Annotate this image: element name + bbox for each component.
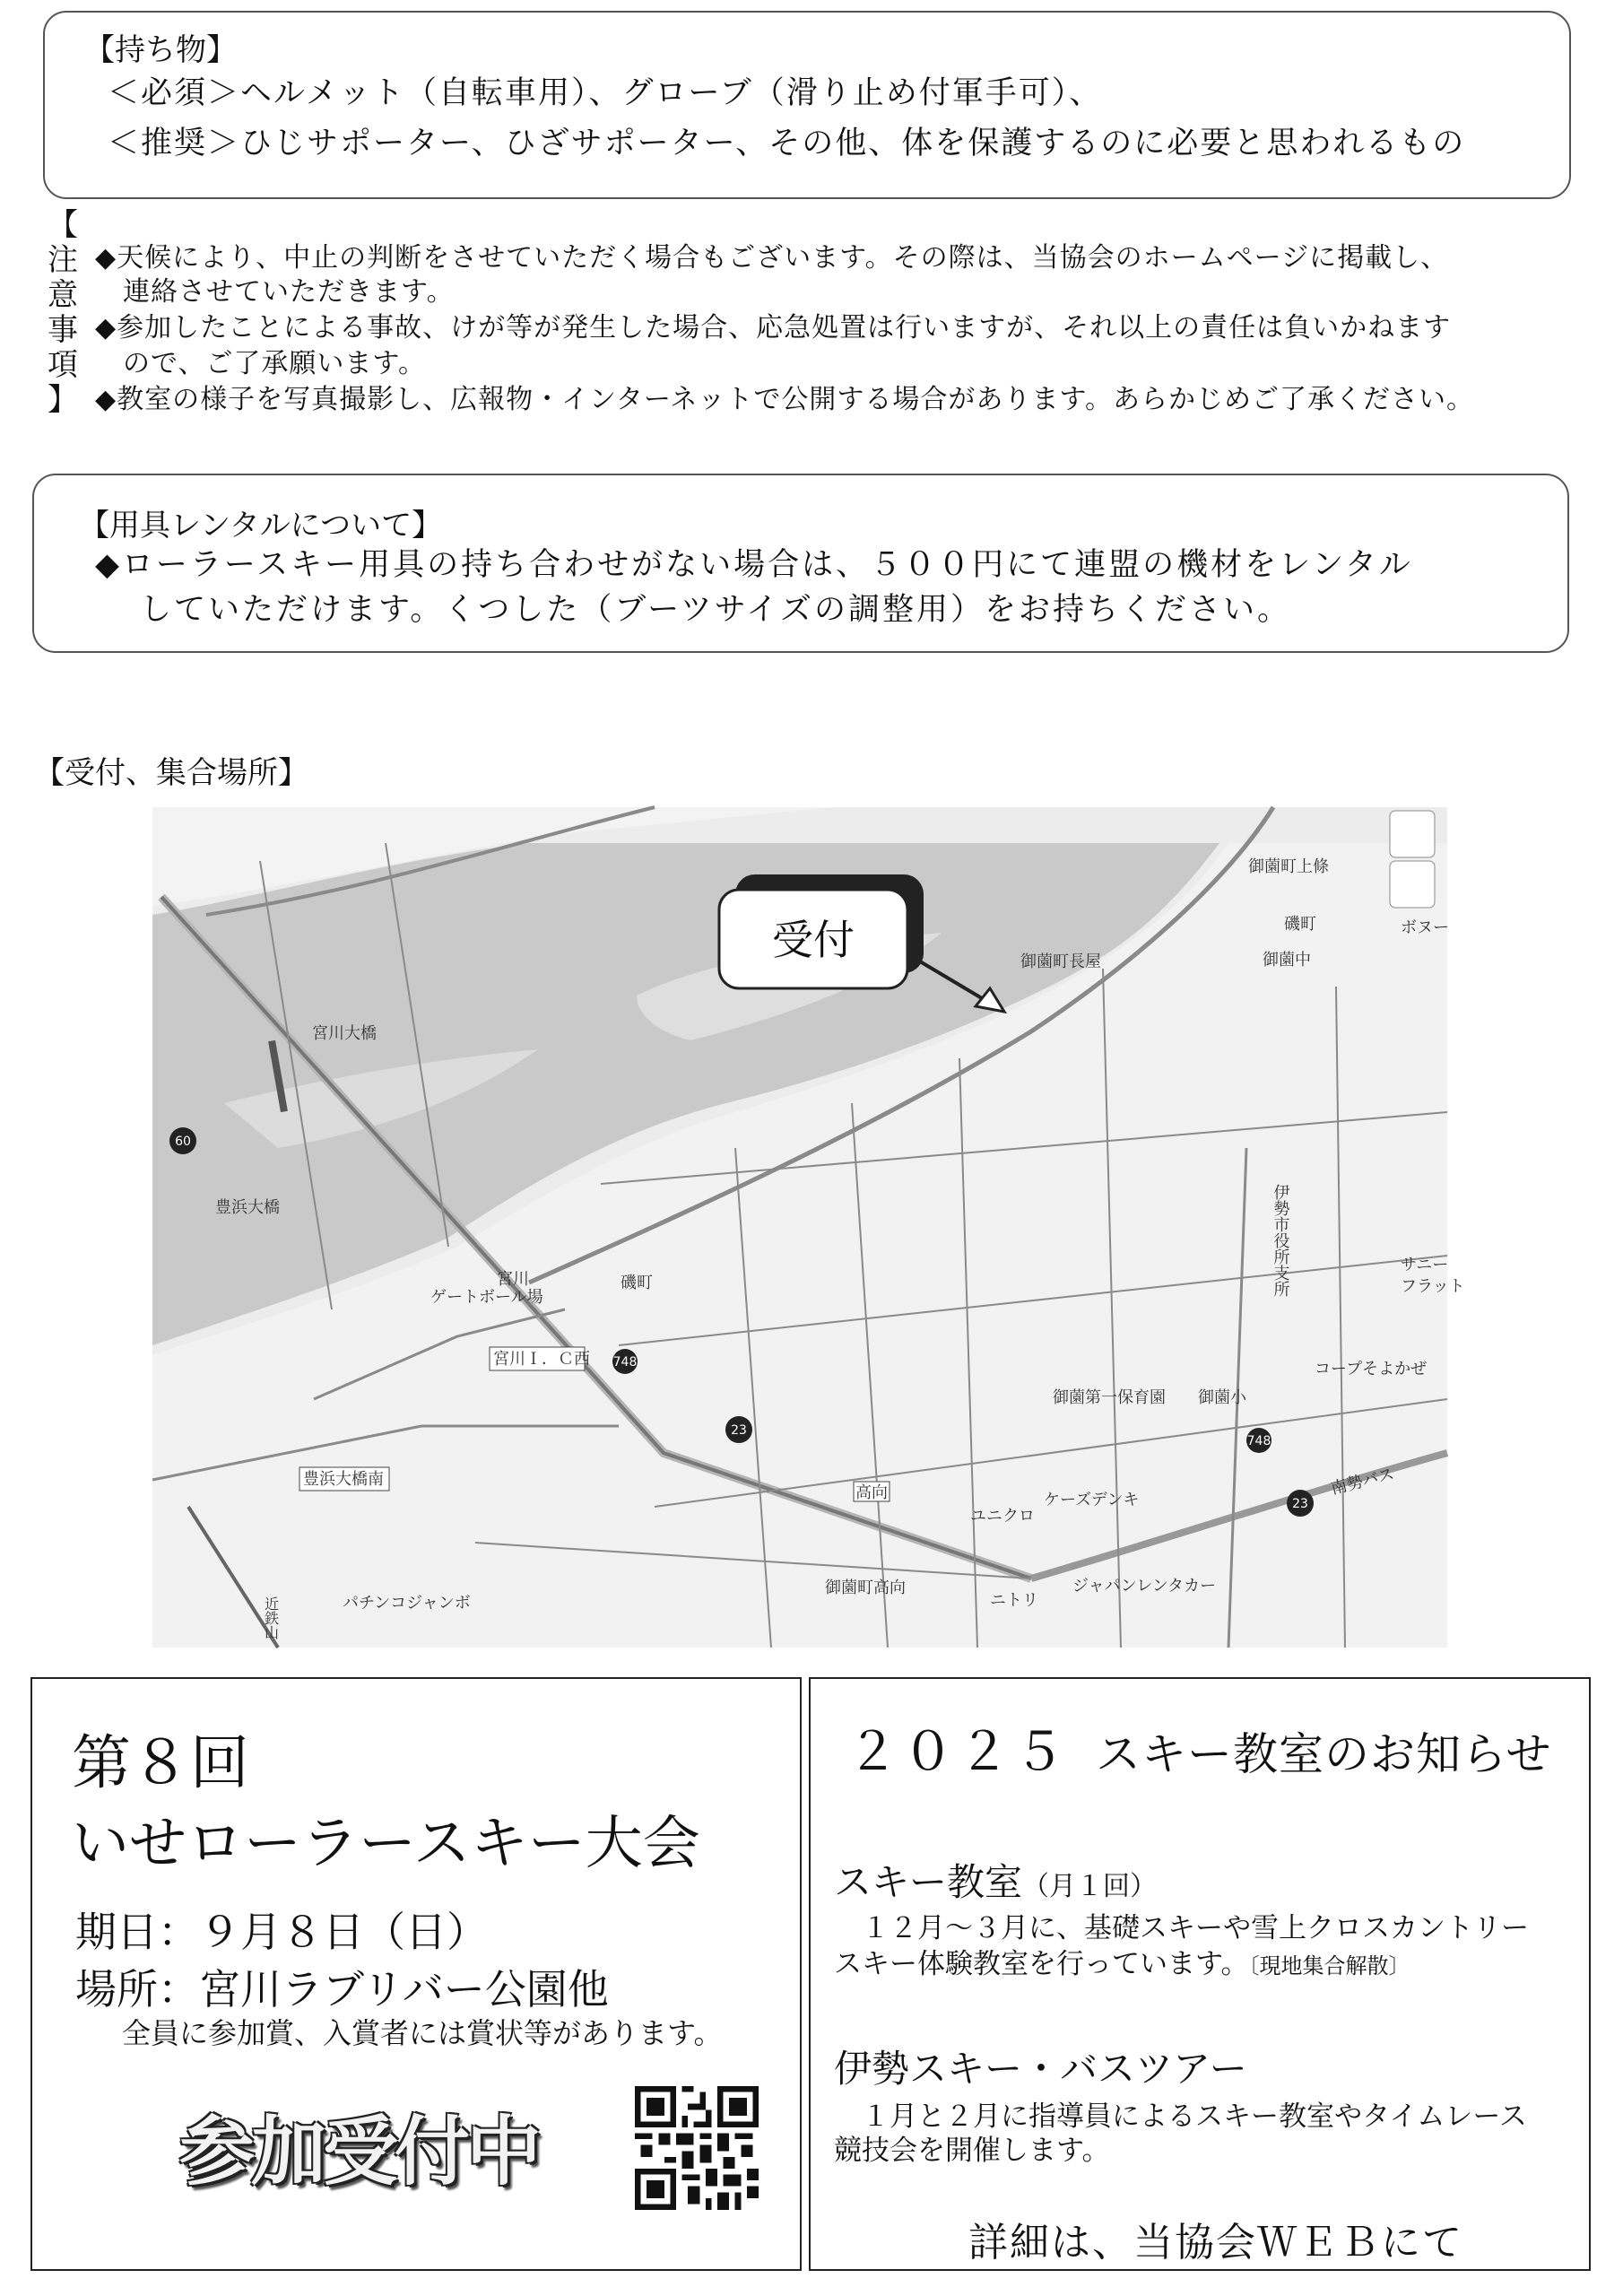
place-label: 宮川Ｉ．Ｃ西 (493, 1350, 590, 1369)
ski-school-heading (834, 1853, 1157, 1907)
qr-code-icon[interactable] (635, 2086, 759, 2210)
caution-row: ◆教室の様子を写真撮影し、広報物・インターネットで公開する場合があります。あらかじめご了承ください。 (95, 384, 1474, 415)
place-label: ユニクロ (970, 1507, 1035, 1526)
place-label: パチンコジャンボ (343, 1594, 471, 1613)
caution-row: ◆参加したことによる事故、けが等が発生した場合、応急処置は行いますが、それ以上の責任は負いかねます (95, 312, 1452, 344)
event-date: 期日：９月８日（日） (75, 1908, 488, 1956)
place-label: ケーズデンキ (1044, 1491, 1140, 1509)
event-panel (30, 1677, 802, 2271)
place-label: 磯町 (1284, 915, 1316, 934)
items-required: ＜必須＞ヘルメット（自転車用）、グローブ（滑り止め付軍手可）、 (108, 75, 1103, 111)
ski-school-text: スキー体験教室を行っています。 (834, 1948, 1249, 1980)
callout-label: 受付 (772, 916, 855, 964)
route-23-label: 23 (1292, 1497, 1308, 1511)
ski-school-text: １２月～３月に、基礎スキーや雪上クロスカントリー (834, 1912, 1529, 1944)
caution-label-char: 注 (48, 242, 78, 278)
event-prize: 全員に参加賞、入賞者には賞状等があります。 (122, 2016, 723, 2050)
items-box (43, 11, 1571, 199)
place-label: 豊浜大橋 (215, 1198, 280, 1217)
rental-box (32, 474, 1569, 653)
rental-line: ◆ローラースキー用具の持ち合わせがない場合は、５００円にて連盟の機材をレンタル (95, 547, 1413, 583)
items-title: 【持ち物】 (84, 32, 237, 68)
place-label: フラット (1401, 1277, 1465, 1296)
place-label: コープそよかぜ (1315, 1360, 1428, 1378)
place-label-vertical: 近鉄山 (262, 1596, 280, 1639)
items-recommended: ＜推奨＞ひじサポーター、ひざサポーター、その他、体を保護するのに必要と思われるもの (108, 126, 1466, 161)
bus-tour-title: 伊勢スキー・バスツアー (834, 2047, 1247, 2091)
place-label: 御薗町上條 (1248, 857, 1329, 876)
route-60-label: 60 (175, 1135, 191, 1149)
place-label: ニトリ (990, 1591, 1038, 1610)
ski-school-frequency: （月１回） (1022, 1871, 1158, 1902)
event-edition: 第８回 (72, 1728, 249, 1797)
map-heading: 【受付、集合場所】 (34, 755, 308, 791)
place-label: 高向 (855, 1483, 888, 1502)
details-footer: 詳細は、当協会ＷＥＢにて (968, 2220, 1463, 2266)
accepting-banner: 参加受付中 (179, 2108, 539, 2196)
caution-label-char: 項 (48, 347, 78, 383)
edit-icon[interactable] (1390, 811, 1435, 857)
caution-row: ◆天候により、中止の判断をさせていただく場合もございます。その際は、当協会のホームページに掲載し、 (95, 242, 1449, 274)
route-23-label: 23 (731, 1423, 747, 1438)
caution-row: 連絡させていただきます。 (95, 276, 455, 308)
caution-label-char: 】 (48, 382, 78, 418)
route-748-label: 748 (612, 1355, 638, 1370)
ski-year: ２０２５ (846, 1721, 1070, 1782)
ski-school-note: 〔現地集合解散〕 (1248, 1953, 1410, 1979)
place-label: 磯町 (621, 1274, 653, 1292)
ski-school-title: スキー教室 (834, 1860, 1023, 1904)
place-label: 宮川 (497, 1270, 529, 1289)
caution-label-char: 意 (48, 277, 78, 313)
route-748-label: 748 (1246, 1434, 1271, 1448)
place-label: ボヌー (1401, 918, 1449, 937)
ski-panel-header (846, 1709, 1552, 1785)
map-graphic (152, 807, 1465, 1648)
place-label: 豊浜大橋南 (303, 1470, 384, 1489)
caution-label (45, 208, 81, 418)
place-label: ゲートボール場 (430, 1288, 543, 1307)
ski-school-text-2 (834, 1941, 1410, 1981)
place-label: 御薗町高向 (825, 1578, 906, 1597)
ski-school-panel (809, 1677, 1591, 2271)
rental-line: していただけます。くつした（ブーツサイズの調整用）をお持ちください。 (140, 592, 1291, 628)
caution-section (45, 207, 1587, 418)
caution-row: ので、ご了承願います。 (95, 348, 426, 379)
place-label: 御薗小 (1198, 1388, 1246, 1407)
bus-tour-text: 競技会を開催します。 (834, 2135, 1110, 2167)
place-label: 御薗町長屋 (1020, 952, 1101, 971)
location-map (152, 807, 1465, 1648)
place-label-vertical: 伊勢市役所支所 (1271, 1184, 1290, 1297)
ski-panel-title: スキー教室のお知らせ (1096, 1728, 1552, 1780)
ruler-icon[interactable] (1390, 861, 1435, 908)
event-name: いせローラースキー大会 (72, 1811, 700, 1877)
caution-label-char: 【 (48, 207, 78, 243)
event-place: 場所：宮川ラブリバー公園他 (75, 1965, 609, 2013)
bus-tour-text: １月と２月に指導員によるスキー教室やタイムレース (834, 2100, 1527, 2133)
place-label: 御薗第一保育園 (1053, 1388, 1166, 1407)
place-label: 宮川大橋 (312, 1024, 377, 1043)
caution-label-char: 事 (48, 312, 78, 348)
place-label: ジャパンレンタカー (1072, 1577, 1217, 1596)
rental-title: 【用具レンタルについて】 (79, 508, 443, 544)
place-label: 御薗中 (1263, 951, 1311, 970)
place-label: サニー (1401, 1256, 1449, 1274)
place-label: 南勢バス (1329, 1465, 1397, 1499)
